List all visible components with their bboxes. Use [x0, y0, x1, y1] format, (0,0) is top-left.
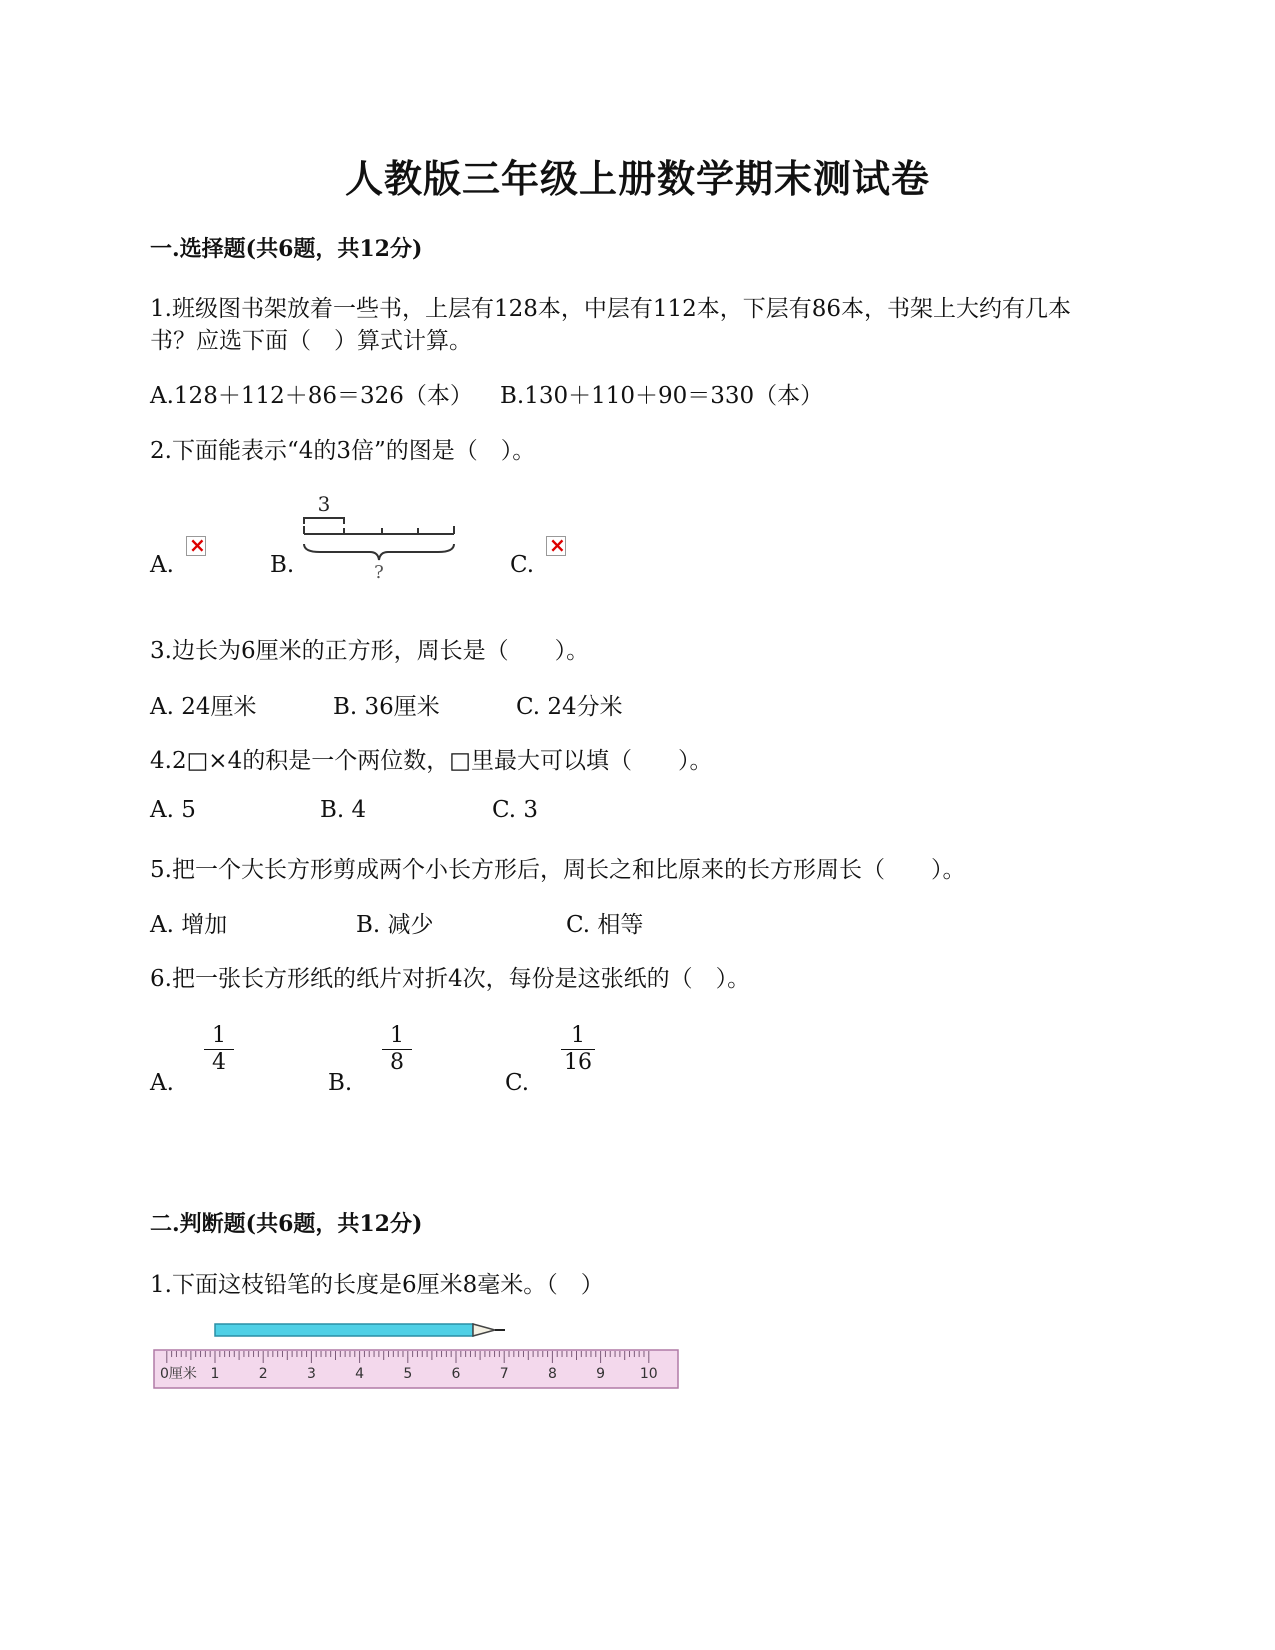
- fraction-c-numerator: 1: [571, 1023, 585, 1048]
- q3-text: 3.边长为6厘米的正方形，周长是（ ）。: [150, 638, 590, 664]
- q3-option-c[interactable]: C. 24分米: [516, 694, 623, 720]
- ruler-number: 10: [639, 1366, 658, 1382]
- fraction-b-numerator: 1: [390, 1023, 404, 1048]
- fraction-c-denominator: 16: [564, 1050, 592, 1075]
- pencil-body: [215, 1324, 473, 1336]
- q2-text: 2.下面能表示“4的3倍”的图是（ ）。: [150, 438, 536, 464]
- fraction-1-4: [204, 1024, 234, 1075]
- fraction-1-8: [382, 1024, 412, 1075]
- q4-option-a[interactable]: A. 5: [150, 797, 196, 823]
- q6-option-a[interactable]: A.: [150, 1070, 174, 1096]
- ruler-unit-label: 0厘米: [160, 1366, 197, 1382]
- s2-q1-text: 1.下面这枝铅笔的长度是6厘米8毫米。（ ）: [150, 1272, 604, 1298]
- q4-option-c[interactable]: C. 3: [492, 797, 539, 823]
- q4-option-b[interactable]: B. 4: [320, 797, 367, 823]
- ruler-number: 6: [451, 1366, 461, 1382]
- section2-heading: 二.判断题(共6题，共12分): [150, 1211, 423, 1237]
- ruler-number: 1: [210, 1366, 220, 1382]
- q1-option-b[interactable]: B.130＋110＋90＝330（本）: [500, 383, 824, 409]
- q3-option-b[interactable]: B. 36厘米: [333, 694, 440, 720]
- q5-option-b[interactable]: B. 减少: [356, 912, 434, 938]
- q2-option-b[interactable]: B.: [270, 552, 295, 578]
- q6-option-b[interactable]: B.: [328, 1070, 353, 1096]
- q6-text: 6.把一张长方形纸的纸片对折4次，每份是这张纸的（ ）。: [150, 966, 751, 992]
- q6-option-c[interactable]: C.: [505, 1070, 530, 1096]
- ruler-number: 5: [403, 1366, 413, 1382]
- ruler-number: 3: [306, 1366, 316, 1382]
- ruler-number: 8: [547, 1366, 557, 1382]
- q2-option-c[interactable]: C.: [510, 552, 535, 578]
- q1-text-line2: 书？应选下面（ ）算式计算。: [150, 328, 472, 354]
- ruler-number: 7: [499, 1366, 509, 1382]
- q3-option-a[interactable]: A. 24厘米: [150, 694, 257, 720]
- diagram-top-label: 3: [317, 494, 331, 516]
- pencil-tip: [473, 1324, 495, 1336]
- ruler-number: 4: [355, 1366, 365, 1382]
- q5-option-c[interactable]: C. 相等: [566, 912, 644, 938]
- q5-text: 5.把一个大长方形剪成两个小长方形后，周长之和比原来的长方形周长（ ）。: [150, 857, 966, 883]
- section1-heading: 一.选择题(共6题，共12分): [150, 236, 423, 262]
- page-title: 人教版三年级上册数学期末测试卷: [344, 156, 930, 201]
- broken-image-icon-c: [546, 536, 566, 556]
- pencil-ruler-figure: [150, 1318, 680, 1392]
- q1-option-a[interactable]: A.128＋112＋86＝326（本）: [150, 383, 473, 409]
- q5-option-a[interactable]: A. 增加: [150, 912, 228, 938]
- diagram-bottom-label: ?: [374, 562, 384, 583]
- q1-text-line1: 1.班级图书架放着一些书，上层有128本，中层有112本，下层有86本，书架上大约有几本: [150, 296, 1072, 322]
- fraction-a-numerator: 1: [212, 1023, 226, 1048]
- fraction-1-16: [561, 1024, 595, 1075]
- ruler-number: 9: [596, 1366, 606, 1382]
- broken-image-icon-a: [186, 536, 206, 556]
- q2-bar-diagram: [296, 494, 462, 590]
- q4-text: 4.2□×4的积是一个两位数，□里最大可以填（ ）。: [150, 748, 713, 774]
- fraction-a-denominator: 4: [212, 1050, 226, 1075]
- ruler-number: 2: [258, 1366, 268, 1382]
- fraction-b-denominator: 8: [390, 1050, 404, 1075]
- q2-option-a[interactable]: A.: [150, 552, 174, 578]
